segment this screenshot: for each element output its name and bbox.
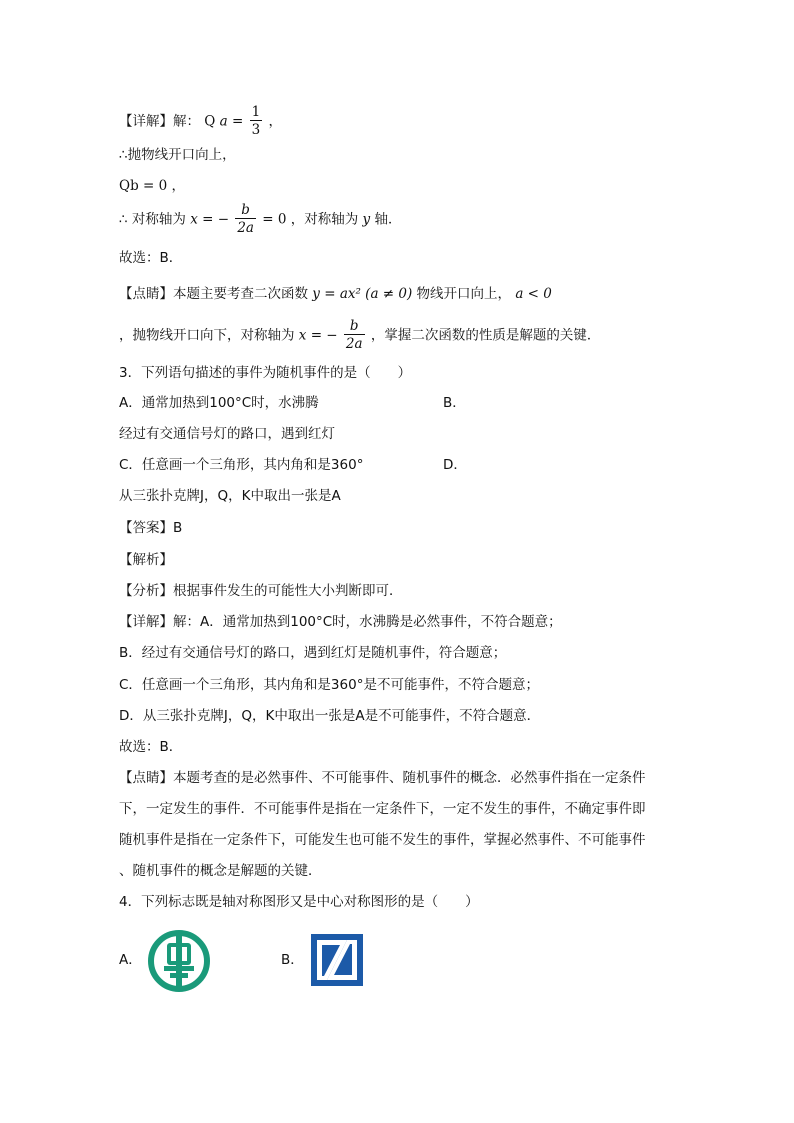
qa-symbol: Q <box>204 113 216 130</box>
a-variable: a <box>219 113 228 130</box>
fraction-numerator: b <box>235 202 256 219</box>
q3-option-d-label: D． <box>443 457 467 473</box>
comment-line-2 <box>119 318 600 353</box>
fraction-b-over-2a-2 <box>344 318 365 353</box>
q4-option-a-label: A． <box>119 952 142 968</box>
detail-line-4 <box>119 202 401 237</box>
x-eq-neg: x = − <box>190 211 230 228</box>
q3-comment-3: 随机事件是指在一定条件下，可能发生也可能不发生的事件，掌握必然事件、不可能事件 <box>119 832 646 848</box>
q3-comment-4: 、随机事件的概念是解题的关键． <box>119 863 322 879</box>
detail-line-2: ∴抛物线开口向上， <box>119 147 236 163</box>
comment-text-d: ，掌握二次函数的性质是解题的关键． <box>370 327 601 344</box>
comment-line-1 <box>119 284 552 304</box>
q3-comment-2: 下，一定发生的事件．不可能事件是指在一定条件下，一定不发生的事件，不确定事件即 <box>119 801 646 817</box>
detail-line-3: Qb = 0 ， <box>119 178 185 194</box>
q3-detail-3: C．任意画一个三角形，其内角和是360°是不可能事件，不符合题意； <box>119 677 539 693</box>
fraction-denominator: 2a <box>237 220 254 236</box>
fraction-denominator: 3 <box>251 122 261 138</box>
q3-choose: 故选：B． <box>119 739 183 755</box>
eq-zero: = 0 <box>262 211 287 228</box>
q3-option-a: A．通常加热到100°C时，水沸腾 <box>119 395 319 411</box>
q4-stem: 4．下列标志既是轴对称图形又是中心对称图形的是（ ） <box>119 894 479 910</box>
q3-analysis: 【解析】 <box>119 552 173 568</box>
x-eq-neg-2: x = − <box>298 327 338 344</box>
quadratic-function: y = ax² (a ≠ 0) <box>312 286 413 302</box>
q3-option-b-label: B． <box>443 395 466 411</box>
comment-text-b: 物线开口向上， <box>416 286 512 302</box>
therefore-symbol: ∴ <box>119 211 128 228</box>
choose-line-1: 故选：B． <box>119 250 183 266</box>
fraction-b-over-2a <box>235 202 256 237</box>
blue-s-logo-icon <box>311 934 363 986</box>
q3-comment-1: 【点睛】本题考查的是必然事件、不可能事件、随机事件的概念．必然事件指在一定条件 <box>119 770 646 786</box>
q3-detail-1: 【详解】解：A．通常加热到100°C时，水沸腾是必然事件，不符合题意； <box>119 614 562 630</box>
y-variable: y <box>362 211 371 228</box>
q4-option-b-label: B． <box>281 952 304 968</box>
comment-text-c: ，抛物线开口向下，对称轴为 <box>119 327 295 344</box>
q3-fenxi: 【分析】根据事件发生的可能性大小判断即可． <box>119 583 403 599</box>
detail-label: 【详解】解： <box>119 113 200 130</box>
detail-line-1 <box>119 104 282 139</box>
q3-answer: 【答案】B <box>119 520 183 536</box>
q3-detail-4: D．从三张扑克牌J，Q，K中取出一张是A是不可能事件，不符合题意． <box>119 708 541 724</box>
q3-option-d: 从三张扑克牌J，Q，K中取出一张是A <box>119 488 341 504</box>
equals-sign: = <box>232 113 244 130</box>
fraction-numerator: b <box>344 318 365 335</box>
q3-option-c: C．任意画一个三角形，其内角和是360° <box>119 457 364 473</box>
fraction-numerator: 1 <box>251 104 261 120</box>
a-less-zero: a < 0 <box>515 286 552 302</box>
q3-detail-2: B．经过有交通信号灯的路口，遇到红灯是随机事件，符合题意； <box>119 645 507 661</box>
axis-suffix: ，对称轴为 <box>290 211 359 228</box>
fraction-denominator: 2a <box>345 336 363 352</box>
fraction-one-third <box>250 104 263 139</box>
q3-stem: 3．下列语句描述的事件为随机事件的是（ ） <box>119 365 412 381</box>
axis-end: 轴． <box>374 211 402 228</box>
axis-text: 对称轴为 <box>131 211 186 228</box>
q3-option-b: 经过有交通信号灯的路口，遇到红灯 <box>119 426 335 442</box>
comment-text-a: 【点睛】本题主要考查二次函数 <box>119 286 308 302</box>
abc-bank-logo-icon <box>148 930 210 992</box>
comma: ， <box>268 113 283 130</box>
